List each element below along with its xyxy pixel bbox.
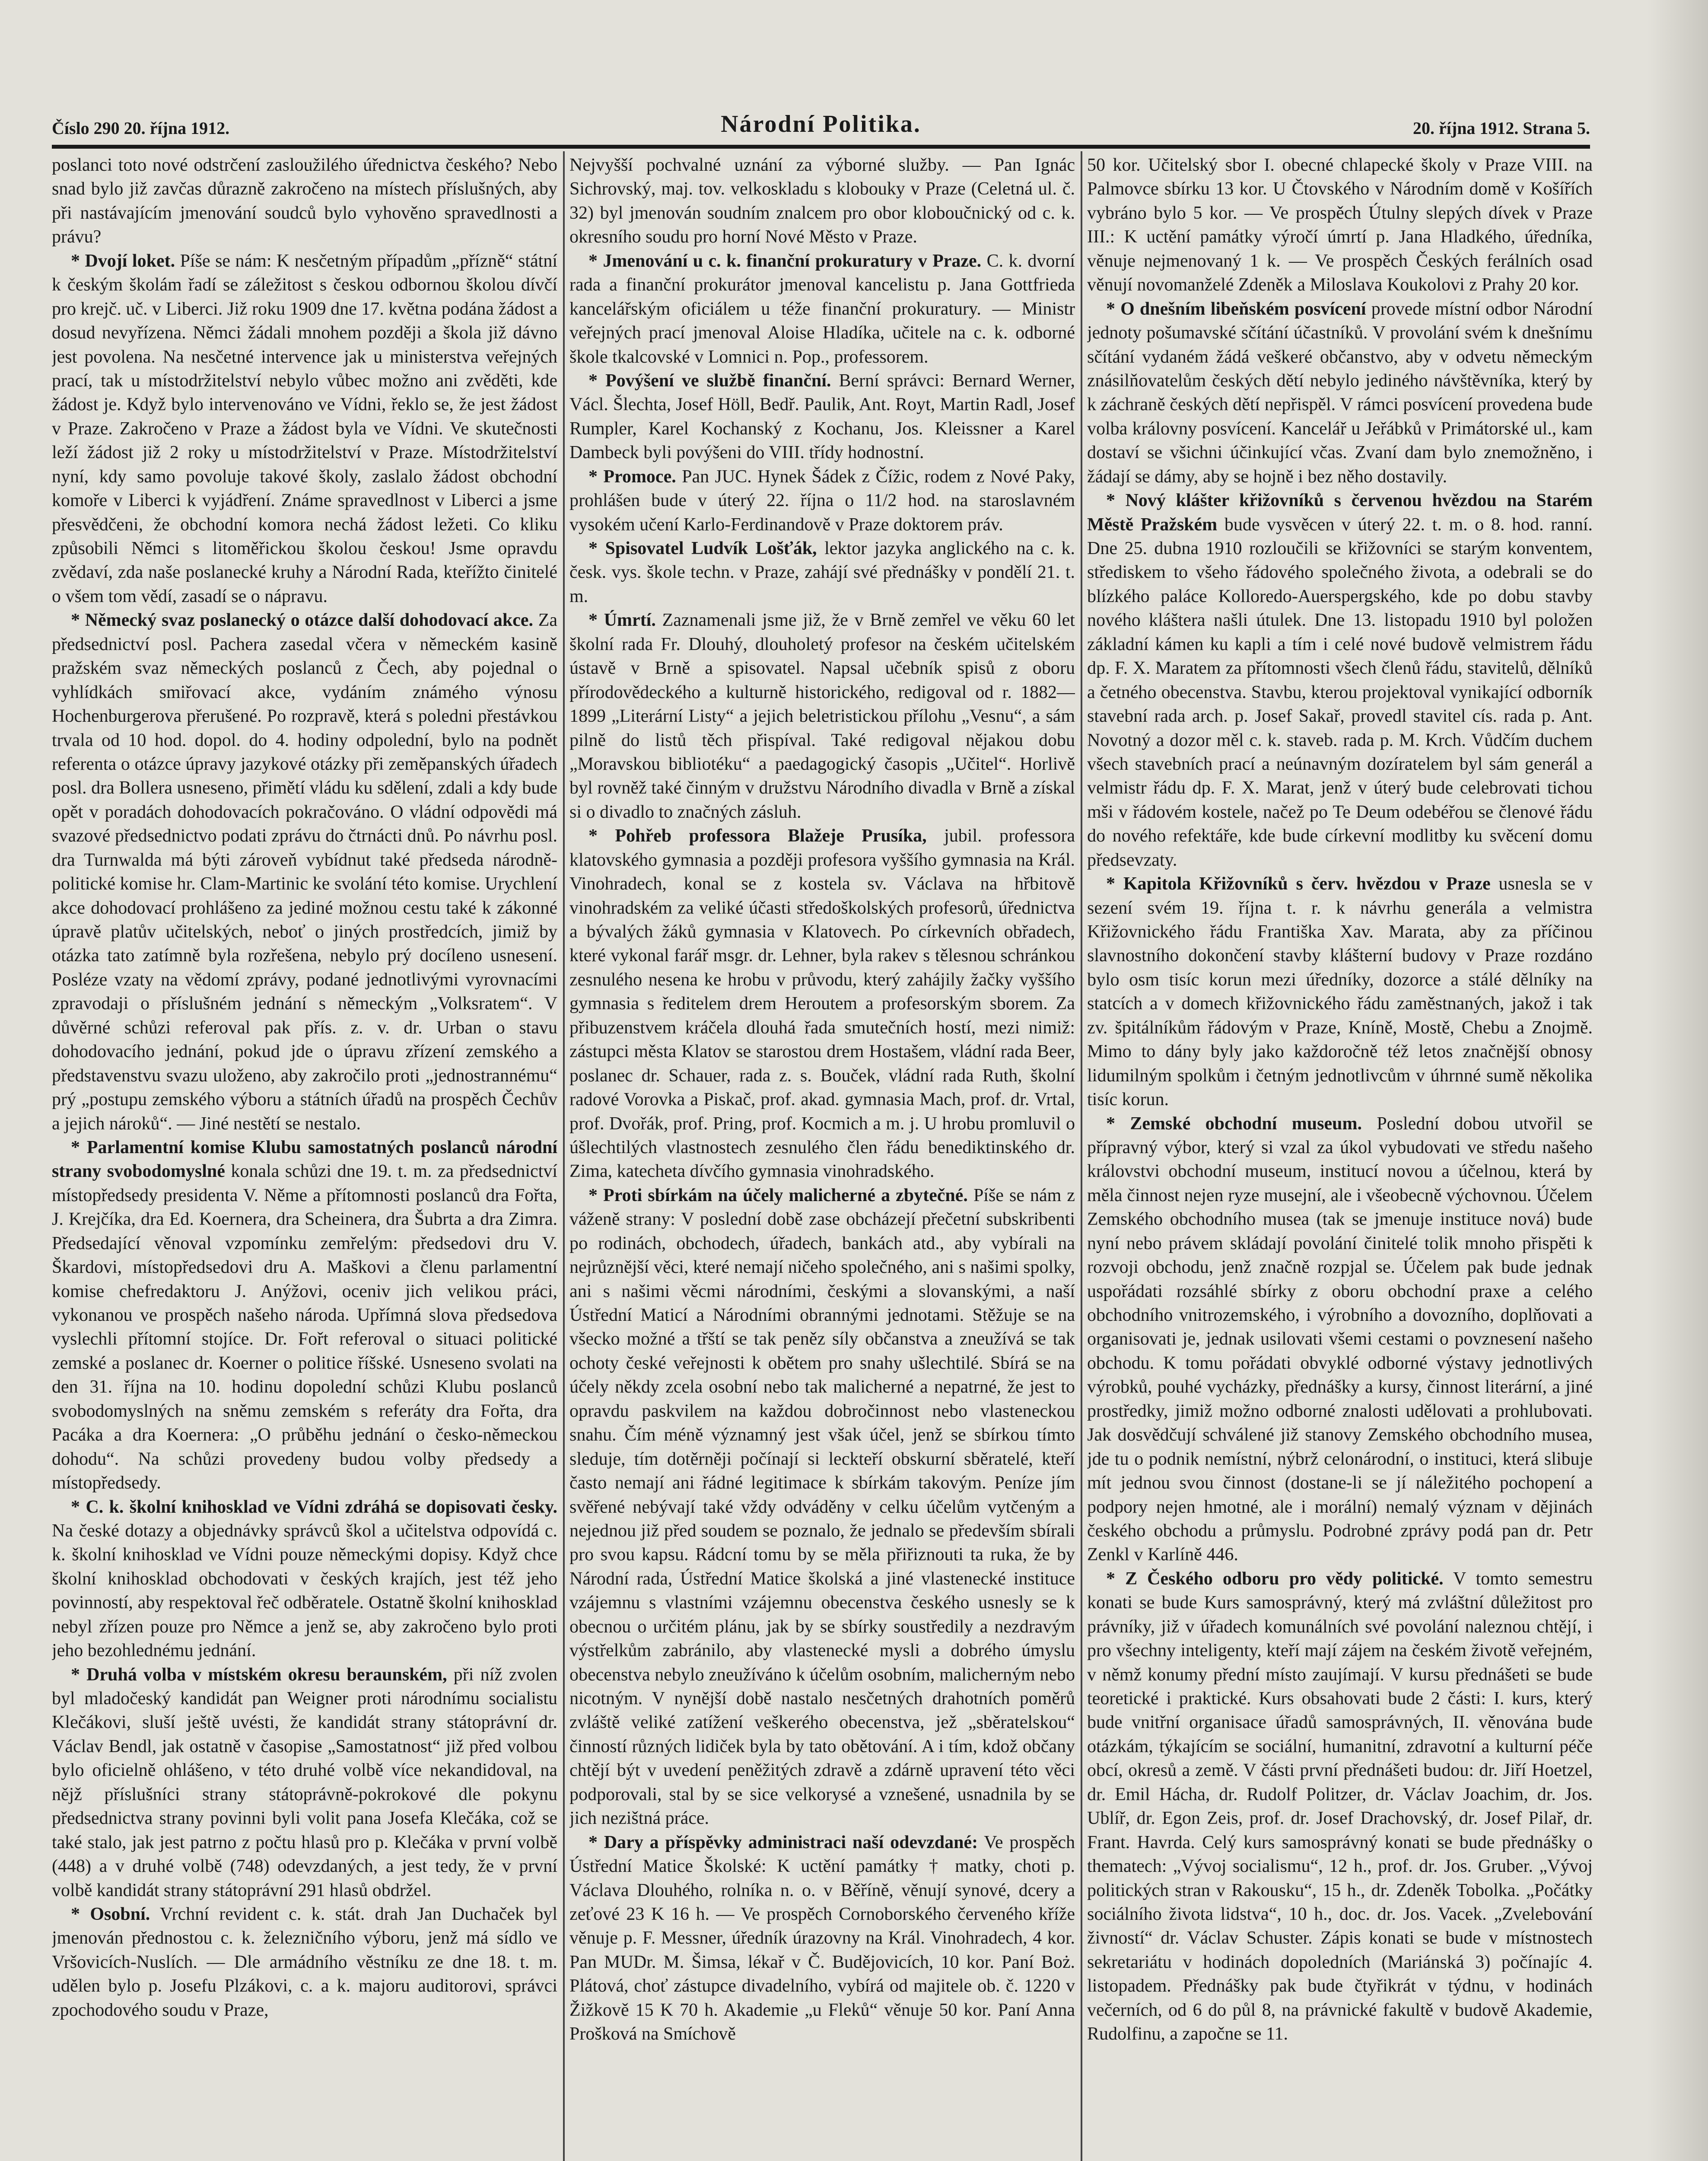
column-1 — [52, 153, 557, 2161]
article-text: při níž zvolen byl mladočeský kandidát pan Weigner proti národnímu socialistu Klečákovi, sluší ještě uvésti, že kandidát strany státoprávní dr. Václav Bendl, jak ostatně v časopise „Samostatnost“ již před volbou bylo oficielně ohlášeno, v této druhé volbě více nekandidoval, na nějž příslušníci strany státoprávně-pokrokové dle pokynu předsednictva strany povinni byli volit pana Josefa Klečáka, což se také stalo, jak jest patrno z počtu hlasů pro p. Klečáka v první volbě (448) a v druhé volbě (748) odevzdaných, a jest tedy, že v první volbě kandidát strany státoprávní 291 hlasů obdržel. — [52, 1664, 557, 1900]
article-paragraph — [569, 537, 1075, 609]
article-text: Ve prospěch Ústřední Matice Školské: K uctění památky † matky, choti p. Václava Dlouhého, rolníka n. o. v Běříně, věnují synové, dcery a zeťové 23 K 16 h. — Ve prospěch Cornoborského červeného kříže věnuje p. F. Messner, úředník úrazovny na Král. Vinohradech, 4 kor. Pan MUDr. M. Šimsa, lékař v Č. Budějovicích, 10 kor. Paní Boż. Plátová, choť zástupce divadelního, vybírá od majitele ob. č. 1220 v Žižkově 15 K 70 h. Akademie „u Fleků“ věnuje 50 kor. Paní Anna Prošková na Smíchově — [569, 1832, 1075, 2044]
article-paragraph — [1087, 153, 1593, 297]
article-text: jubil. professora klatovského gymnasia a později profesora vyššího gymnasia na Král. Vinohradech, konal se z kostela sv. Václava na hřbitově vinohradském za veliké účasti středoškolských profesorů, úřednictva a bývalých žáků gymnasia v Klatovech. Po církevních obřadech, které vykonal farář msgr. dr. Lehner, byla rakev s tělesnou schránkou zesnulého nesena ke hrobu v průvodu, který zahájily žačky vyššího gymnasia s ředitelem drem Heroutem a profesorským sborem. Za přibuzenstvem kráčela dlouhá řada smutečních hostí, mezi nimiž: zástupci města Klatov se starostou drem Hostašem, vládní rada Beer, poslanec dr. Schauer, rada z. s. Bouček, vládní rada Ruth, školní radové Vorovka a Piskač, prof. akad. gymnasia Mach, prof. dr. Vrtal, prof. Dvořák, prof. Pring, prof. Kocmich a m. j. U hrobu promluvil o úšlechtilých vlastnostech zesnulého člen řádu benediktinského dr. Zima, katecheta dívčího gymnasia vinohradského. — [569, 826, 1075, 1182]
article-paragraph — [1087, 1112, 1593, 1567]
article-heading: * Proti sbírkám na účely malicherné a zbytečné. — [588, 1185, 968, 1205]
article-heading: * Dvojí loket. — [71, 251, 175, 271]
article-paragraph — [52, 1663, 557, 1903]
article-heading: * Kapitola Křižovníků s červ. hvězdou v Praze — [1106, 874, 1491, 894]
article-heading: * Jmenování u c. k. finanční prokuratury v Praze. — [588, 251, 982, 271]
article-heading: * C. k. školní knihosklad ve Vídni zdráhá se dopisovati česky. — [71, 1497, 557, 1517]
newspaper-title: Národní Politika. — [721, 111, 921, 137]
article-paragraph — [52, 249, 557, 609]
article-text: Na české dotazy a objednávky správců škol a učitelstva odpovídá c. k. školní knihosklad ve Vídni pouze německými dopisy. Když chce školní knihosklad obchodovati v českých krajích, jest též jeho povinností, aby respektoval řeč odběratele. Ostatně školní knihosklad nebyl zřízen pouze pro Němce a jenž se, aby zakročeno bylo proti jeho bezohlednému jednání. — [52, 1520, 557, 1661]
column-2 — [569, 153, 1075, 2161]
article-text: 50 kor. Učitelský sbor I. obecné chlapecké školy v Praze VIII. na Palmovce sbírku 13 kor. U Čtovského v Národním domě v Košířích vybráno bylo 5 kor. — Ve prospěch Útulny slepých dívek v Praze III.: K uctění památky výročí úmrtí p. Jana Hladkého, úředníka, věnuje nejmenovaný 1 k. — Ve prospěch Českých ferálních osad věnují novomanželé Zdeněk a Miloslava Koukolovi z Prahy 20 kor. — [1087, 155, 1593, 295]
article-text: lektor jazyka anglického na c. k. česk. vys. škole techn. v Praze, zahájí své přednášky v pondělí 21. t. m. — [569, 539, 1075, 606]
article-paragraph — [569, 824, 1075, 1184]
article-heading: * Druhá volba v místském okresu beraunském, — [71, 1664, 447, 1685]
date-page-right: 20. října 1912. Strana 5. — [1413, 118, 1590, 138]
article-text: Pan JUC. Hynek Šádek z Čížic, rodem z Nové Paky, prohlášen bude v úterý 22. října o 11/2 hod. na staroslavném vysokém učení Karlo-Ferdinandově v Praze doktorem práv. — [569, 466, 1075, 535]
article-heading: * O dnešním libeňském posvícení — [1106, 299, 1366, 319]
article-text: Nejvyšší pochvalné uznání za výborné služby. — Pan Ignác Sichrovský, maj. tov. velkoskladu s kloboukу v Praze (Celetná ul. č. 32) byl jmenován soudním znalcem pro obor kloboučnický od c. k. okresního soudu pro horní Nové Město v Praze. — [569, 155, 1075, 247]
column-divider — [1081, 151, 1082, 2161]
article-paragraph — [569, 369, 1075, 465]
article-text: provede místní odbor Národní jednoty pošumavské sčítání účastníků. V provolání svém k dnešnímu sčítání vydaném žádá veškeré občanstvo, aby v odvetu německým znásilňovatelům českých dětí nebylo jediného návštěvníka, který by k záchraně českých dětí nepřispěl. V rámci posvícení provedena bude volba královny posvícení. Kancelář u Jeřábků v Primátorské ul., kam dostaví se všichni účinkující včas. Zvaní dam bylo znemožněno, i žádají se dámy, aby se hojně i bez něho dostavily. — [1087, 299, 1593, 487]
article-heading: * Pohřeb professora Blažeje Prusíka, — [588, 826, 927, 846]
article-paragraph — [52, 609, 557, 1136]
article-heading: * Z Českého odboru pro vědy politické. — [1106, 1568, 1444, 1589]
article-paragraph — [1087, 489, 1593, 872]
article-heading: * Spisovatel Ludvík Lošťák, — [588, 539, 817, 558]
article-paragraph — [569, 1831, 1075, 2046]
article-paragraph — [569, 465, 1075, 537]
article-paragraph — [52, 153, 557, 249]
article-paragraph — [1087, 872, 1593, 1112]
article-heading: * Dary a příspěvky administraci naší odevzdané: — [588, 1832, 978, 1852]
article-paragraph — [1087, 1567, 1593, 2046]
article-heading: * Promoce. — [588, 466, 676, 487]
article-paragraph — [1087, 297, 1593, 489]
article-text: bude vysvěcen v úterý 22. t. m. o 8. hod. ranní. Dne 25. dubna 1910 rozloučili se křižovníci se starým konventem, střediskem to všeho řádového společného života, a odebrali se do blízkého paláce Kolloredo-Auerspergského, kde po dobu stavby nového kláštera našli útulek. Dne 13. listopadu 1910 byl položen základní kámen ku kapli a tím i celé nové budově velmistrem řádu dp. F. X. Maratem za přítomnosti všech členů řádu, stavitelů, dělníků a četného obecenstva. Stavbu, kterou projektoval vynikající odborník stavební rada arch. p. Josef Sakař, provedl stavitel cís. rada p. Ant. Novotný a dozor měl c. k. staveb. rada p. M. Krch. Vůdčím duchem všech stavebních prací a neúnavným dozíratelem byl sám generál a velmistr řádu dp. F. X. Marat, jenž v úterý bude celebrovati tichou mši v řádovém kostele, načež po Te Deum odebéřou se členové řádu do nového refektáře, kde bude církevní modlitby ku svěcení domu předsevzaty. — [1087, 514, 1593, 870]
masthead-rule — [52, 145, 1590, 149]
page-edge-shadow — [1648, 0, 1708, 2161]
article-heading: * Úmrtí. — [588, 610, 656, 631]
article-text: konala schůzi dne 19. t. m. za předsednictví místopředsedy presidenta V. Něme a přítomnosti poslanců dra Fořta, J. Krejčíka, dra Ed. Koernera, dra Scheinera, dra Šubrta a dra Zimra. Předsedající věnoval vzpomínku zemřelým: předsedovi dru V. Škardovi, místopředsedovi dru A. Maškovi a členu parlamentní komise chefredaktoru J. Anýžovi, oceniv jich velikou práci, vykonanou ve prospěch našeho národa. Upřímná slova předsedova vyslechli přítomní stojíce. Dr. Fořt referoval o situaci politické zemské a poslanec dr. Koerner o politice říšské. Usneseno svolati na den 31. října na 10. hodinu dopolední schůzi Klubu poslanců svobodomyslných na sněmu zemském s referáty dra Fořta, dra Pacáka a dra Koernera: „O průběhu jednání o česko-německou dohodu“. Na schůzi provedeny budou volby předsedy a místopředsedy. — [52, 1161, 557, 1493]
article-text: Píše se nám z váženě strany: V poslední době zase obcházejí přečetní subskribenti po rodinách, obchodech, úřadech, bankách atd., aby vybírali na nejrůznější věci, které nemají ničeho společného, ani s našimi spolky, ani s našimi věcmi národními, českými a slovanskými, a naší Ústřední Maticí a Národními obrannými jednotami. Stěžuje se na všecko možné a třští se tak peněz síly občanstva a zneužívá se tak ochoty české veřejnosti k obětem pro snahy ušlechtilé. Sbírá se na účely někdy zcela osobní nebo tak malicherné a nepatrné, že jest to opravdu paskvilem na každou dobročinnost nebo vlasteneckou snahu. Čím méně významný jest však účel, jenž se sbírkou tímto sleduje, tím dotěrněji počínají si leckteří obskurní sběratelé, kteří často nemají ani řádné legitimace k sbírkám takovým. Peníze jím svěřené nebývají také vždy odváděny v celku účelům vytčeným a nejednou již před soudem se poznalo, že jednalo se především sbírali pro svou kapsu. Rádcní tomu by se měla přiřiznouti ta ruka, že by Národní rada, Ústřední Matice školská a jiné vlastenecké instituce vzájemnu s vlastními vzájemnu obecenstva českého usnesly se k obecnou o určitém plánu, jak by se sbírky soustředily a nezdravým výstřelkům zabránilo, aby vlastenecké mysli a dobrého úmyslu obecenstva nebylo zneužíváno k účelům osobním, malicherným nebo nicotným. V nynější době nastalo nesčetných drahotních poměrů zvláště veliké zatížení veškerého obecenstva, jež „sběratelskou“ činností různých lidiček byla by tato obětování. A i tím, kdož občany chtějí být v uvedení peněžitých zdravě a zdárně upravení této věci podporovali, stal by se sice velkorysé a vznešené, usnadnila by se jich nezištná práce. — [569, 1185, 1075, 1829]
article-paragraph — [52, 1903, 557, 2022]
article-text: Vrchní revident c. k. stát. drah Jan Duchaček byl jmenován přednostou c. k. železničního výboru, jenž má sídlo ve Vršovicích-Nuslích. — Dle armádního věstníku ze dne 18. t. m. udělen bylo p. Josefu Plzákovi, c. a k. majoru auditorovi, správci zpochodového soudu v Praze, — [52, 1904, 557, 2020]
article-text: Za předsednictví posl. Pachera zasedal včera v německém kasině pražském svaz německých poslanců z Čech, aby pojednal o vyhlídkách smiřovací akce, vydáním známého výnosu Hochenburgerova přerušené. Po rozpravě, která s poledni přestávkou trvala od 10 hod. dopol. do 4. hodiny odpolední, bylo na podnět referenta o otázce úpravy jazykové otázky při zeměpanských úřadech posl. dra Bollera usneseno, přimětí vládu ku sdělení, zdali a kdy bude opět v poradách dohodovacích pokračováno. O vládní odpovědi má svazové předsednictvo podati zprávu do čtrnácti dnů. Po návrhu posl. dra Turnwalda má býti zároveň vybídnut také předseda národně-politické komise hr. Clam-Martinic ke svolání této komise. Urychlení akce dohodovací prohlášeno za jediné možnou cestu také k zákonné úpravě platův učitelských, neboť o jiných prostředcích, jimiž by otázka tato zatímně byla rozřešena, nebylo prý docíleno usnesení. Posléze vzaty na vědomí zprávy, podané jednotlivými vyrovnacími zpravodaji o příslušném jednání s německým „Volksratem“. V důvěrné schůzi referoval pak přís. z. v. dr. Urban o stavu dohodovacího jednání, pokud jde o úpravu zřízení zemského a představenstvu svazu uloženo, aby zakročilo proti „jednostrannému“ prý „postupu zemského výboru a státních úřadů na prospěch Čechův a jejich nároků“. — Jiné nestětí se nestalo. — [52, 610, 557, 1134]
article-text: C. k. dvorní rada a finanční prokurátor jmenoval kancelistu p. Jana Gottfrieda kancelářským oficiálem u téže finanční prokuratury. — Ministr veřejných prací jmenoval Aloise Hladíka, učitele na c. k. odborné škole tkalcovské v Lomnici n. Pop., professorem. — [569, 251, 1075, 367]
article-paragraph — [569, 153, 1075, 249]
article-heading: * Nový klášter křižovníků s červenou hvězdou na Starém Městě Pražském — [1087, 491, 1593, 535]
article-paragraph — [569, 609, 1075, 824]
article-paragraph — [52, 1495, 557, 1663]
article-paragraph — [569, 1184, 1075, 1831]
article-text: Zaznamenali jsme již, že v Brně zemřel ve věku 60 let školní rada Fr. Dlouhý, dlouholetý profesor na českém učitelském ústavě v Brně a spisovatel. Napsal učebník spisů z oboru přírodovědeckého a kulturně historického, redigoval od r. 1882—1899 „Literární Listy“ a jejich beletristickou přílohu „Vesnu“, a sám pilně do listů těch přispíval. Také redigoval nějakou dobu „Moravskou bibliotéku“ a paedagogický časopis „Učitel“. Horlivě byl rovněž také činným v družstvu Národního divadla v Brně a získal si o divadlo to značných zásluh. — [569, 610, 1075, 822]
article-text: Berní správci: Bernard Werner, Václ. Šlechta, Josef Höll, Bedř. Paulik, Ant. Royt, Martin Radl, Josef Rumpler, Karel Kochanský z Kochanu, Jos. Kleissner a Karel Dambeck byli povýšeni do VIII. třídy hodnostní. — [569, 370, 1075, 463]
article-text: poslanci toto nové odstrčení zasloužilého úřednictva českého? Nebo snad bylo již zavčas důrazně zakročeno na místech příslušných, aby při nastávajícím jmenování soudců bylo vyhověno spravedlnosti a právu? — [52, 155, 557, 247]
article-heading: * Parlamentní komise Klubu samostatných poslanců národní strany svobodomyslné — [52, 1137, 557, 1182]
column-divider — [563, 151, 565, 2161]
article-text: Poslední dobou utvořil se přípravný výbor, který si vzal za úkol vybudovati ve středu našeho královstvi obchodní museum, institucí novou a účelnou, která by měla činnost nejen ryze musejní, ale i všeobecně výchovnou. Účelem Zemského obchodního musea (tak se jmenuje instituce nová) bude nyní nebo právem skládají povolání činitelé tolik mnoho přispěti k rozvoji obchodu, jenž značně rozpjal se. Účelem pak bude jednak uspořádati rozsáhlé sbírky z oboru obchodní praxe a celého obchodního vnitrozemského, i výrobního a dovozního, doplňovati a organisovati je, jednak usilovati všemi cestami o povznesení našeho obchodu. K tomu pořádati obvyklé odborné výstavy jednotlivých výrobků, pouhé vycházky, přednášky a kursy, činnost literární, a jiné prostředky, jimiž možno odborné znalosti udělovati a prohlubovati. Jak dosvědčují schválené již stanovy Zemského obchodního musea, jde tu o podnik nemístní, nýbrž celonárodní, o instituci, která slibuje mít jednou svou činnost (dostane-li se jí náležitého pochopení a podpory nejen hmotné, ale i morální) nemalý význam v dějinách českého obchodu a průmyslu. Podrobné zprávy podá pan dr. Petr Zenkl v Karlíně 446. — [1087, 1113, 1593, 1565]
article-heading: * Zemské obchodní museum. — [1106, 1113, 1362, 1134]
article-paragraph — [569, 249, 1075, 369]
article-text: Píše se nám: K nesčetným případům „přízně“ státní k českým školám řadí se záležitost s českou odbornou školou dívčí pro krejč. uč. v Liberci. Již roku 1909 dne 17. května podána žádost a dosud nevyřízena. Němci žádali mnohem později a škola již dávno jest povolena. Na nesčetné intervence jak u ministerstva veřejných prací, tak u místodržitelství nebylo vůbec možno ani zvěděti, kde žádost je. Když bylo intervenováno ve Vídni, řeklo se, že jest žádost v Praze. Zakročeno v Praze a žádost byla ve Vídni. Ve skutečnosti leží žádost již 2 roky u místodržitelství v Praze. Místodržitelství nyní, kdy samo povoluje takové školy, zaslalo žádost obchodní komoře v Liberci k vyjádření. Známe spravedlnost v Liberci a jsme přesvědčeni, že obchodní komora nechá žádost ležeti. Co kliku způsobili Němci s litoměřickou školou českou! Jsme opravdu zvědaví, zda naše poslanecké kruhy a Národní Rada, kteřížto činitelé o všem tom vědí, zasadí se o nápravu. — [52, 251, 557, 606]
article-heading: * Osobní. — [71, 1904, 150, 1924]
issue-date-left: Číslo 290 20. října 1912. — [52, 118, 230, 138]
article-paragraph — [52, 1136, 557, 1495]
column-3 — [1087, 153, 1593, 2161]
article-heading: * Povýšení ve službě finanční. — [588, 370, 831, 391]
article-heading: * Německý svaz poslanecký o otázce další dohodovací akce. — [71, 610, 533, 631]
masthead — [52, 110, 1590, 149]
article-text: V tomto semestru konati se bude Kurs samosprávný, který má zvláštní důležitost pro právníky, již v úřadech komunálních své povolání naleznou chtějí, i pro všechny inteligenty, kteří mají zájem na českém životě veřejném, v němž konumy přední místo zaujímají. V kursu přednášeti se bude teoretické i praktické. Kurs obsahovati bude 2 části: I. kurs, který bude vnitřní organisace úřadů samosprávných, II. věnována bude otázkám, týkajícím se sociální, humanitní, zdravotní a kulturní péče obcí, okresů a země. V části první přednášeti budou: dr. Jiří Hoetzel, dr. Emil Hácha, dr. Rudolf Politzer, dr. Václav Joachim, dr. Jos. Ublíř, dr. Egon Zeis, prof. dr. Josef Drachovský, dr. Josef Pilař, dr. Frant. Havrda. Celý kurs samosprávný konati se bude přednášky o thematech: „Vývoj socialismu“, 12 h., prof. dr. Jos. Gruber. „Vývoj politických stran v Rakousku“, 15 h., dr. Zdeněk Tobolka. „Počátky sociálního života lidstva“, 10 h., doc. dr. Jos. Vacek. „Zvelebování živností“ dr. Václav Schuster. Zápis konati se bude v místnostech sekretariátu v hodinách dopoledních (Mariánská 3) počínajíc 4. listopadem. Přednášky pak bude čtyřikrát v týdnu, v hodinách večerních, od 6 do půl 8, na právnické fakultě v budově Akademie, Rudolfinu, a započne se 11. — [1087, 1568, 1593, 2044]
article-text: usnesla se v sezení svém 19. října t. r. k návrhu generála a velmistra Křižovnického řádu Františka Xav. Marata, aby za příčinou slavnostního dokončení stavby klášterní budovy v Praze rozdáno bylo osm tisíc korun mezi úředníky, dozorce a stálé dělníky na statcích a v domech křižovnického řádu zaměstnaných, jakož i tak zv. špitálníkům řádovým v Praze, Kníně, Mostě, Chebu a Znojmě. Mimo to dány byly jako každoročně též letos značnější obnosy lidumilným spolkům i četným jednotlivcům v úhrnné sumě několika tisíc korun. — [1087, 874, 1593, 1110]
